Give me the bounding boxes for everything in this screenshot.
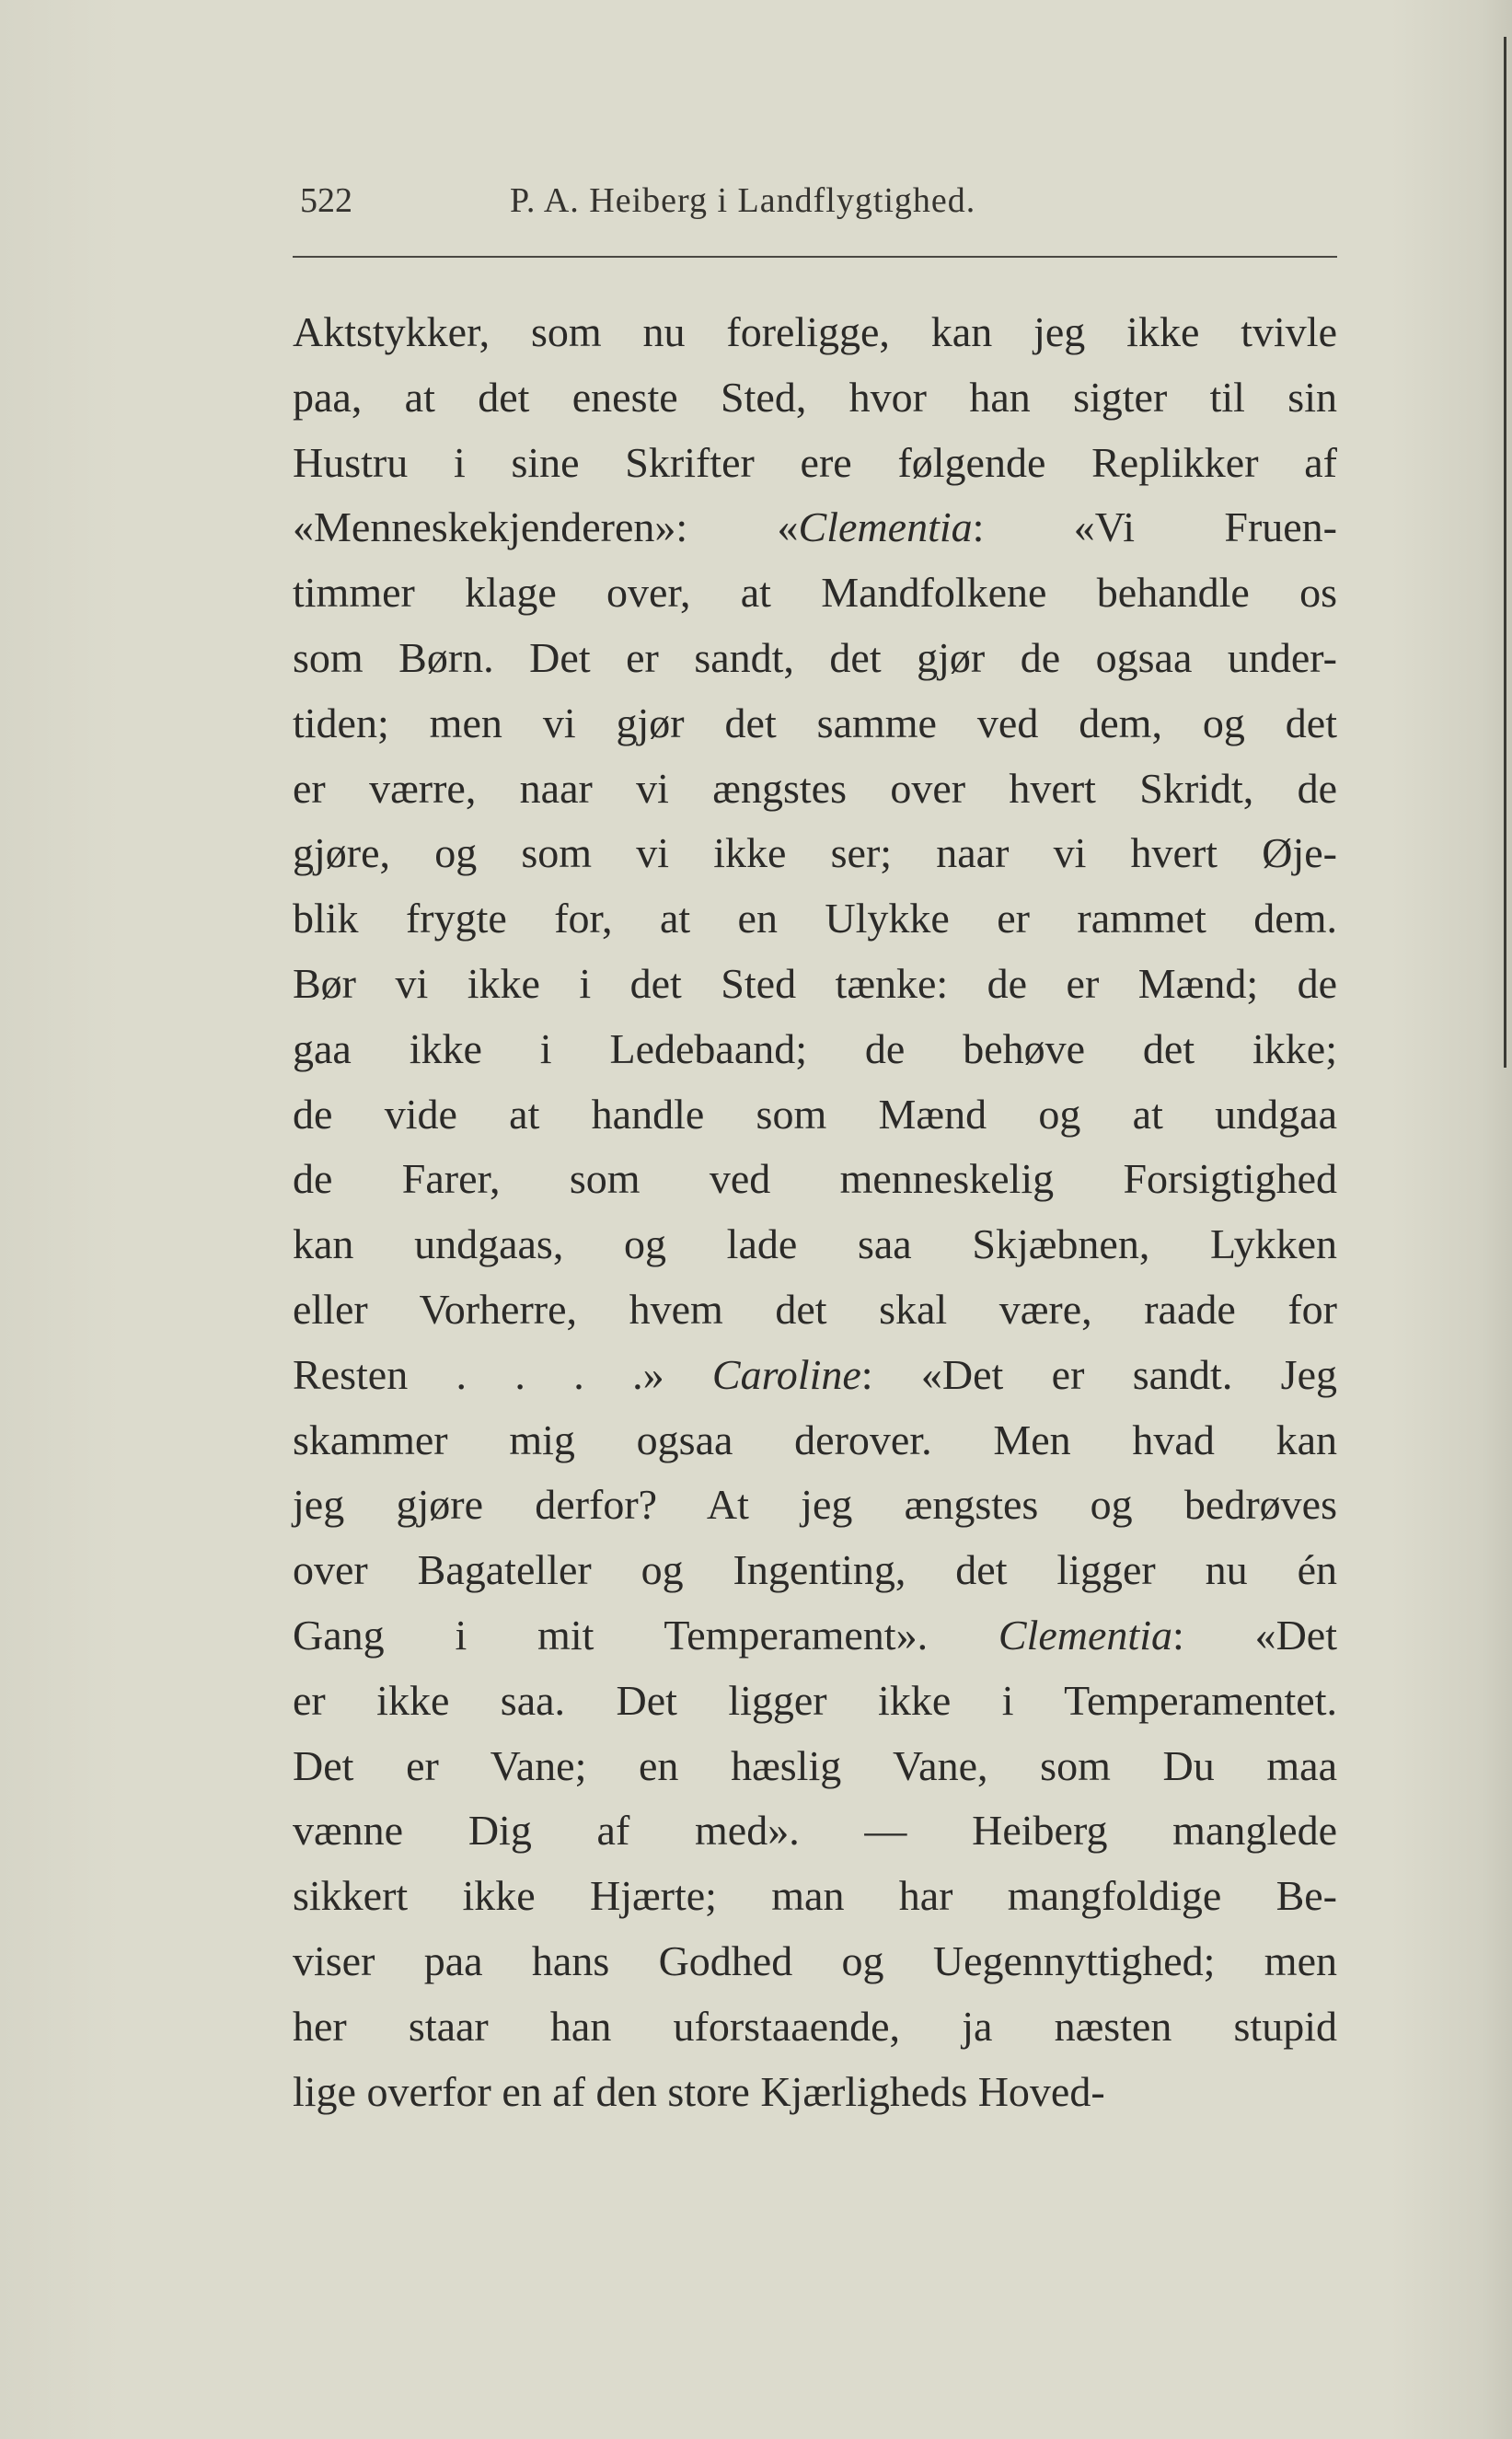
text-line <box>293 365 1337 431</box>
page-number: 522 <box>300 181 352 220</box>
text-segment: som Børn. Det er sandt, det gjør de ogsaa under- <box>293 633 1337 681</box>
text-line <box>293 1017 1337 1082</box>
speaker-name: Caroline <box>711 1350 861 1398</box>
text-line <box>293 1864 1337 1929</box>
text-line <box>293 1929 1337 1994</box>
text-segment: paa, at det eneste Sted, hvor han sigter til sin <box>293 373 1337 421</box>
text-segment: Resten . . . .» <box>293 1350 712 1398</box>
text-segment: sikkert ikke Hjærte; man har mangfoldige Be- <box>293 1872 1337 1920</box>
text-segment: skammer mig ogsaa derover. Men hvad kan <box>293 1416 1337 1463</box>
text-segment: Bør vi ikke i det Sted tænke: de er Mænd; de <box>293 959 1337 1007</box>
text-segment: tiden; men vi gjør det samme ved dem, og det <box>293 699 1337 746</box>
text-line <box>293 1147 1337 1212</box>
text-segment: over Bagateller og Ingenting, det ligger nu én <box>293 1546 1337 1594</box>
text-segment: Aktstykker, som nu foreligge, kan jeg ikke tvivle <box>293 308 1337 355</box>
text-segment: viser paa hans Godhed og Uegennyttighed; men <box>293 1936 1337 1984</box>
text-segment: Det er Vane; en hæslig Vane, som Du maa <box>293 1741 1337 1789</box>
text-segment: de Farer, som ved menneskelig Forsigtighed <box>293 1155 1337 1203</box>
text-line <box>293 821 1337 886</box>
text-segment: eller Vorherre, hvem det skal være, raade for <box>293 1285 1337 1333</box>
text-line <box>293 1669 1337 1734</box>
text-segment: Gang i mit Temperament». <box>293 1611 998 1659</box>
text-line <box>293 300 1337 365</box>
text-segment: jeg gjøre derfor? At jeg ængstes og bedrøves <box>293 1481 1337 1529</box>
running-header <box>293 180 1337 232</box>
text-line <box>293 1212 1337 1277</box>
text-line <box>293 561 1337 626</box>
text-line <box>293 431 1337 496</box>
running-title: P. A. Heiberg i Landflygtighed. <box>510 181 976 220</box>
text-segment: : «Vi Fruen- <box>972 503 1337 551</box>
text-segment: : «Det er sandt. Jeg <box>860 1350 1337 1398</box>
speaker-name: Clementia <box>998 1611 1172 1659</box>
text-line <box>293 2060 1337 2125</box>
text-segment: gaa ikke i Ledebaand; de behøve det ikke; <box>293 1024 1337 1072</box>
text-line <box>293 1734 1337 1799</box>
text-line <box>293 1082 1337 1148</box>
text-segment: vænne Dig af med». — Heiberg manglede <box>293 1807 1337 1855</box>
text-segment: gjøre, og som vi ikke ser; naar vi hvert Øje- <box>293 829 1337 877</box>
header-rule <box>293 256 1337 258</box>
text-line <box>293 1798 1337 1864</box>
text-line <box>293 1538 1337 1603</box>
text-segment: «Menneskekjenderen»: « <box>293 503 799 551</box>
text-line <box>293 1473 1337 1538</box>
text-line <box>293 1408 1337 1474</box>
text-segment: blik frygte for, at en Ulykke er rammet dem. <box>293 895 1337 942</box>
text-line <box>293 1994 1337 2060</box>
text-line <box>293 886 1337 952</box>
text-segment: : «Det <box>1172 1611 1337 1659</box>
text-line <box>293 1603 1337 1669</box>
text-line <box>293 757 1337 822</box>
text-line <box>293 626 1337 691</box>
body-text <box>293 300 1337 2124</box>
text-segment: er ikke saa. Det ligger ikke i Temperamentet. <box>293 1676 1337 1724</box>
text-segment: timmer klage over, at Mandfolkene behandle os <box>293 569 1337 617</box>
text-segment: her staar han uforstaaende, ja næsten stupid <box>293 2002 1337 2050</box>
speaker-name: Clementia <box>798 503 973 551</box>
text-segment: de vide at handle som Mænd og at undgaa <box>293 1090 1337 1138</box>
text-segment: er værre, naar vi ængstes over hvert Skridt, de <box>293 764 1337 812</box>
text-line <box>293 1277 1337 1343</box>
text-line <box>293 495 1337 561</box>
text-line <box>293 952 1337 1017</box>
text-segment: Hustru i sine Skrifter ere følgende Replikker af <box>293 438 1337 486</box>
text-segment: kan undgaas, og lade saa Skjæbnen, Lykken <box>293 1220 1337 1268</box>
text-line <box>293 1343 1337 1408</box>
page-edge-shadow <box>1504 37 1506 1068</box>
text-segment: lige overfor en af den store Kjærligheds Hoved- <box>293 2067 1105 2115</box>
text-line <box>293 691 1337 757</box>
